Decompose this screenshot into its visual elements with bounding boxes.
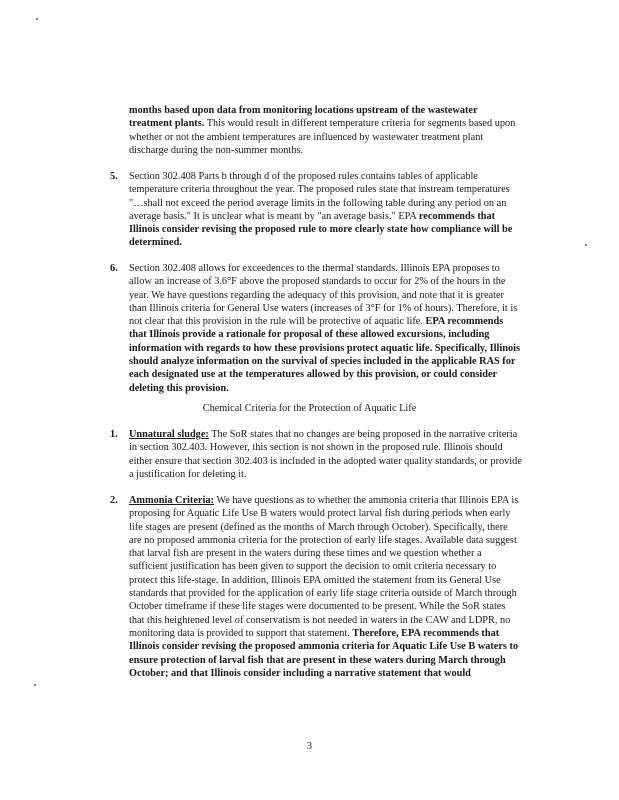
continued-paragraph-bold: months based upon data from monitoring locations upstream of the wastewater treatment plants. [129, 105, 478, 130]
item5-bold: recommends that Illinois consider revising the proposed rule to more clearly state how compliance will be determined. [129, 210, 513, 249]
item5-text: Section 302.408 Parts b through d of the proposed rules contains tables of applicable temperature criteria throughout the year. The proposed rules state that instream temperatures "…shall not exceed the period average limits in the following table during any period on an average basis." It is unclear what is meant by "an average basis." EPA [129, 171, 510, 222]
chem2-label: Ammonia Criteria: [129, 495, 214, 506]
chem1-text: The SoR states that no changes are being proposed in the narrative criteria in section 302.403. However, this section is not shown in the proposed rule. Illinois should either ensure that section 302.403 is included in the adopted water quality standards, or provide a justification for deleting it. [129, 429, 522, 480]
chem2-text: We have questions as to whether the ammonia criteria that Illinois EPA is proposing for Aquatic Life Use B waters would protect larval fish during periods when early life stages are present (defined as the months of March through October). Specifically, there are no proposed ammonia criteria for the protection of early life stages. Available data suggest that larval fish are present in the waters during these times and we question whether a sufficient justification has been given to support the decision to omit criteria necessary to protect this life-stage. In addition, Illinois EPA omitted the statement from its General Use standards that provided for the application of early life stage criteria outside of March through October timeframe if these life stages were documented to be present. While the SoR states that this heightened level of conservatism is not needed in waters in the CAW and LDPR, no monitoring data is provided to support that statement. [129, 495, 519, 639]
item6-number: 6. [110, 263, 118, 274]
section-heading: Chemical Criteria for the Protection of Aquatic Life [202, 403, 417, 414]
item5-number: 5. [110, 171, 118, 182]
scan-speck [36, 18, 38, 20]
scan-speck [585, 244, 587, 246]
item6-text: Section 302.408 allows for exceedences to the thermal standards. Illinois EPA proposes to allow an increase of 3.6°F above the proposed standards to occur for 2% of the hours in the year. We have questions regarding the adequacy of this provision, and note that it is greater than Illinois criteria for General Use waters (increases of 3°F for 1% of hours). Therefore, it is not clear that this provision in the rule will be protective of aquatic life. [129, 263, 518, 328]
scan-speck [34, 684, 36, 686]
chem1-paragraph [129, 428, 522, 481]
chem2-paragraph [129, 494, 522, 680]
continued-paragraph [129, 104, 522, 157]
page-number: 3 [306, 741, 313, 752]
chem1-number: 1. [110, 429, 118, 440]
continued-paragraph-text: This would result in different temperature criteria for segments based upon whether or not the ambient temperatures are influenced by wastewater treatment plant discharge during the non-summer months. [129, 118, 516, 156]
chem1-label: Unnatural sludge: [129, 429, 209, 440]
item6-bold: EPA recommends that Illinois provide a rationale for proposal of these allowed excursions, including information with regards to how these provisions protect aquatic life. Specifically, Illinois should analyze information on the survival of species included in the applicable RAS for each designated use at the temperatures allowed by this provision, or could consider deleting this provision. [129, 316, 520, 394]
chem2-number: 2. [110, 495, 118, 506]
item5-paragraph [129, 170, 522, 250]
item6-paragraph [129, 262, 522, 395]
chem2-bold: Therefore, EPA recommends that Illinois consider revising the proposed ammonia criteria for Aquatic Life Use B waters to ensure protection of larval fish that are present in these waters during March through October; and that Illinois consider including a narrative statement that would [129, 627, 519, 679]
